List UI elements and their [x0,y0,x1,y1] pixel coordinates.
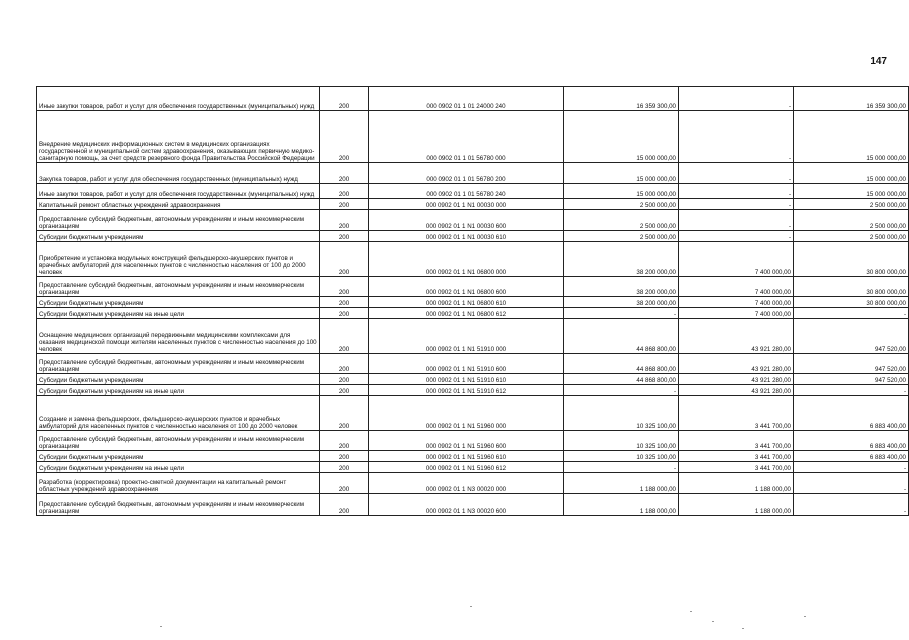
row-code-cell: 200 [320,308,369,319]
row-kbk-cell: 000 0902 01 1 N1 51960 612 [369,462,564,473]
table-row [37,319,909,354]
table-row [37,385,909,396]
row-kbk-cell: 000 0902 01 1 N3 00020 600 [369,494,564,516]
row-code-cell: 200 [320,462,369,473]
row-value3-cell: 30 800 000,00 [794,277,909,297]
row-value1-cell: - [564,385,679,396]
row-kbk-cell: 000 0902 01 1 N1 00030 000 [369,199,564,210]
row-name-cell: Разработка (корректировка) проектно-сметной документации на капитальный ремонт областных учреждений здравоохранения [37,473,320,494]
row-value3-cell: 15 000 000,00 [794,111,909,163]
scan-speck [690,611,692,612]
row-kbk-cell: 000 0902 01 1 N1 06800 610 [369,297,564,308]
row-value3-cell: 947 520,00 [794,319,909,354]
row-value1-cell: 2 500 000,00 [564,199,679,210]
row-kbk-cell: 000 0902 01 1 N3 00020 000 [369,473,564,494]
row-value1-cell: 10 325 100,00 [564,451,679,462]
row-value2-cell: 1 188 000,00 [679,473,794,494]
row-kbk-cell: 000 0902 01 1 01 24000 240 [369,87,564,111]
row-value2-cell: - [679,231,794,242]
row-name-cell: Субсидии бюджетным учреждениям [37,231,320,242]
row-value3-cell: 947 520,00 [794,374,909,385]
row-value1-cell: 38 200 000,00 [564,242,679,277]
row-kbk-cell: 000 0902 01 1 N1 51960 000 [369,396,564,431]
row-code-cell: 200 [320,184,369,199]
row-value2-cell: 43 921 280,00 [679,385,794,396]
row-code-cell: 200 [320,242,369,277]
row-code-cell: 200 [320,199,369,210]
row-value2-cell: 43 921 280,00 [679,354,794,374]
row-value2-cell: 1 188 000,00 [679,494,794,516]
row-value3-cell: 16 359 300,00 [794,87,909,111]
row-value1-cell: 10 325 100,00 [564,431,679,451]
table-row [37,210,909,231]
row-value3-cell: - [794,308,909,319]
row-kbk-cell: 000 0902 01 1 01 56780 200 [369,163,564,184]
row-value2-cell: 3 441 700,00 [679,451,794,462]
row-value3-cell: - [794,473,909,494]
row-name-cell: Создание и замена фельдшерских, фельдшерско-акушерских пунктов и врачебных амбулаторий для населенных пунктов с численностью населения от 100 до 2000 человек [37,396,320,431]
row-kbk-cell: 000 0902 01 1 N1 51910 612 [369,385,564,396]
row-code-cell: 200 [320,473,369,494]
scan-speck [742,628,744,629]
row-kbk-cell: 000 0902 01 1 N1 06800 612 [369,308,564,319]
row-value3-cell: 6 883 400,00 [794,431,909,451]
row-code-cell: 200 [320,297,369,308]
row-name-cell: Субсидии бюджетным учреждениям [37,451,320,462]
table-row [37,199,909,210]
row-value2-cell: 7 400 000,00 [679,308,794,319]
row-kbk-cell: 000 0902 01 1 01 56780 240 [369,184,564,199]
row-value1-cell: 44 868 800,00 [564,319,679,354]
table-row [37,431,909,451]
row-name-cell: Закупка товаров, работ и услуг для обеспечения государственных (муниципальных) нужд [37,163,320,184]
budget-table-body [37,87,909,516]
row-code-cell: 200 [320,277,369,297]
row-code-cell: 200 [320,396,369,431]
row-name-cell: Предоставление субсидий бюджетным, автономным учреждениям и иным некоммерческим организациям [37,494,320,516]
row-value3-cell: - [794,385,909,396]
table-row [37,396,909,431]
table-row [37,297,909,308]
row-value1-cell: 38 200 000,00 [564,277,679,297]
row-value2-cell: 3 441 700,00 [679,462,794,473]
row-kbk-cell: 000 0902 01 1 N1 06800 000 [369,242,564,277]
row-value1-cell: 44 868 800,00 [564,354,679,374]
row-kbk-cell: 000 0902 01 1 N1 51960 610 [369,451,564,462]
table-row [37,374,909,385]
row-value1-cell: - [564,308,679,319]
row-value3-cell: - [794,462,909,473]
row-name-cell: Иные закупки товаров, работ и услуг для обеспечения государственных (муниципальных) нужд [37,87,320,111]
row-code-cell: 200 [320,163,369,184]
budget-table [36,86,909,516]
row-kbk-cell: 000 0902 01 1 N1 00030 600 [369,210,564,231]
row-kbk-cell: 000 0902 01 1 01 56780 000 [369,111,564,163]
row-value3-cell: 2 500 000,00 [794,231,909,242]
table-row [37,473,909,494]
row-value3-cell: 30 800 000,00 [794,242,909,277]
row-value2-cell: 7 400 000,00 [679,277,794,297]
row-code-cell: 200 [320,87,369,111]
scan-speck [804,616,806,617]
table-row [37,494,909,516]
scan-speck [712,621,714,622]
page-number: 147 [870,56,887,67]
row-code-cell: 200 [320,385,369,396]
row-value1-cell: 2 500 000,00 [564,231,679,242]
row-name-cell: Предоставление субсидий бюджетным, автономным учреждениям и иным некоммерческим организациям [37,354,320,374]
row-kbk-cell: 000 0902 01 1 N1 00030 610 [369,231,564,242]
row-value2-cell: - [679,163,794,184]
row-value3-cell: 30 800 000,00 [794,297,909,308]
row-kbk-cell: 000 0902 01 1 N1 51910 000 [369,319,564,354]
row-name-cell: Оснащение медицинских организаций передвижными медицинскими комплексами для оказания медицинской помощи жителям населенных пунктов с численностью населения до 100 человек [37,319,320,354]
row-value1-cell: 44 868 800,00 [564,374,679,385]
row-value3-cell: 6 883 400,00 [794,396,909,431]
table-row [37,111,909,163]
row-value1-cell: 38 200 000,00 [564,297,679,308]
row-value2-cell: - [679,87,794,111]
row-code-cell: 200 [320,494,369,516]
row-value1-cell: 16 359 300,00 [564,87,679,111]
row-name-cell: Иные закупки товаров, работ и услуг для обеспечения государственных (муниципальных) нужд [37,184,320,199]
row-value3-cell: 6 883 400,00 [794,451,909,462]
scan-speck [160,626,162,627]
row-code-cell: 200 [320,374,369,385]
row-value3-cell: 2 500 000,00 [794,199,909,210]
row-name-cell: Предоставление субсидий бюджетным, автономным учреждениям и иным некоммерческим организациям [37,431,320,451]
row-code-cell: 200 [320,451,369,462]
row-kbk-cell: 000 0902 01 1 N1 51910 600 [369,354,564,374]
table-row [37,163,909,184]
row-value1-cell: 10 325 100,00 [564,396,679,431]
row-value2-cell: 7 400 000,00 [679,297,794,308]
row-name-cell: Приобретение и установка модульных конструкций фельдшерско-акушерских пунктов и врачебных амбулаторий для населенных пунктов с численностью населения от 100 до 2000 человек [37,242,320,277]
row-name-cell: Субсидии бюджетным учреждениям [37,374,320,385]
row-value3-cell: 2 500 000,00 [794,210,909,231]
table-row [37,277,909,297]
row-value2-cell: - [679,111,794,163]
table-row [37,354,909,374]
table-row [37,462,909,473]
row-value1-cell: 1 188 000,00 [564,494,679,516]
row-name-cell: Внедрение медицинских информационных систем в медицинских организациях государственной и муниципальной систем здравоохранения, оказывающих первичную медико-санитарную помощь, за счет средств резервного фонда Правительства Российской Федерации [37,111,320,163]
row-code-cell: 200 [320,354,369,374]
row-code-cell: 200 [320,111,369,163]
table-row [37,184,909,199]
row-value1-cell: 15 000 000,00 [564,163,679,184]
row-name-cell: Предоставление субсидий бюджетным, автономным учреждениям и иным некоммерческим организациям [37,277,320,297]
row-name-cell: Субсидии бюджетным учреждениям на иные цели [37,308,320,319]
table-row [37,242,909,277]
row-code-cell: 200 [320,210,369,231]
table-row [37,87,909,111]
row-value2-cell: 43 921 280,00 [679,374,794,385]
row-value2-cell: - [679,199,794,210]
row-code-cell: 200 [320,231,369,242]
row-value2-cell: - [679,184,794,199]
table-row [37,308,909,319]
row-name-cell: Капитальный ремонт областных учреждений здравоохранения [37,199,320,210]
row-value3-cell: 15 000 000,00 [794,163,909,184]
row-name-cell: Предоставление субсидий бюджетным, автономным учреждениям и иным некоммерческим организациям [37,210,320,231]
row-name-cell: Субсидии бюджетным учреждениям [37,297,320,308]
row-kbk-cell: 000 0902 01 1 N1 51960 600 [369,431,564,451]
row-value1-cell: - [564,462,679,473]
row-code-cell: 200 [320,319,369,354]
row-code-cell: 200 [320,431,369,451]
row-name-cell: Субсидии бюджетным учреждениям на иные цели [37,462,320,473]
row-value2-cell: 3 441 700,00 [679,396,794,431]
row-value2-cell: 43 921 280,00 [679,319,794,354]
row-value1-cell: 2 500 000,00 [564,210,679,231]
row-value3-cell: 947 520,00 [794,354,909,374]
row-kbk-cell: 000 0902 01 1 N1 51910 610 [369,374,564,385]
row-value2-cell: - [679,210,794,231]
row-value1-cell: 15 000 000,00 [564,111,679,163]
row-value2-cell: 3 441 700,00 [679,431,794,451]
row-value3-cell: - [794,494,909,516]
row-value1-cell: 15 000 000,00 [564,184,679,199]
scan-speck [470,606,472,607]
table-row [37,231,909,242]
row-name-cell: Субсидии бюджетным учреждениям на иные цели [37,385,320,396]
row-value3-cell: 15 000 000,00 [794,184,909,199]
row-value1-cell: 1 188 000,00 [564,473,679,494]
row-value2-cell: 7 400 000,00 [679,242,794,277]
table-row [37,451,909,462]
row-kbk-cell: 000 0902 01 1 N1 06800 600 [369,277,564,297]
